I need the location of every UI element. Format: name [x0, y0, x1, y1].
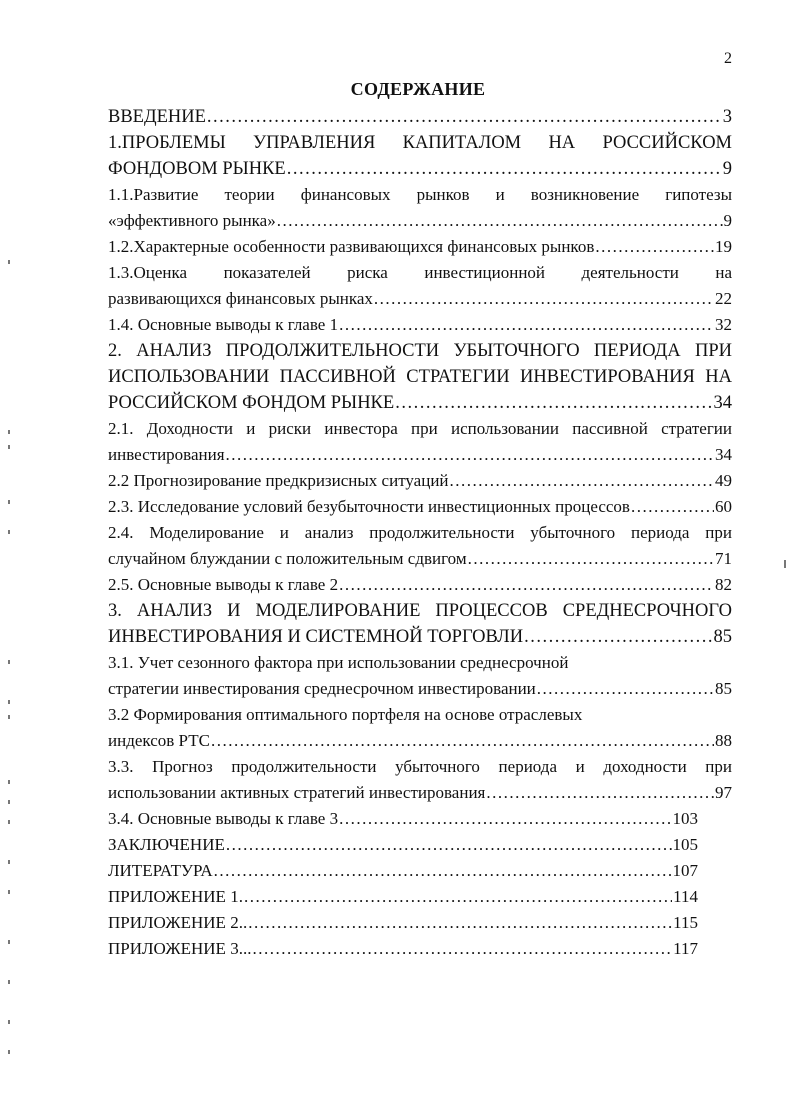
toc-entry-title-cont: ИНВЕСТИРОВАНИЯ И СИСТЕМНОЙ ТОРГОВЛИ: [108, 627, 524, 647]
toc-page-number: 97: [715, 783, 732, 802]
toc-page-number: 85: [715, 679, 732, 698]
toc-page-number: 3: [722, 107, 732, 127]
toc-page-number: 34: [715, 445, 732, 464]
toc-entry-title: 3.1. Учет сезонного фактора при использовании среднесрочной: [108, 653, 569, 672]
toc-entry-title: 2. АНАЛИЗ ПРОДОЛЖИТЕЛЬНОСТИ УБЫТОЧНОГО ПЕРИОДА ПРИ: [108, 341, 732, 361]
dot-leader: [395, 390, 712, 416]
page-title: СОДЕРЖАНИЕ: [350, 79, 486, 99]
toc-page-number: 117: [673, 939, 698, 958]
dot-leader: [631, 494, 714, 520]
toc-entry-title: 1.4. Основные выводы к главе 1: [108, 315, 339, 334]
toc-page-number: 107: [672, 861, 698, 880]
dot-leader: [252, 936, 672, 962]
toc-entry-2-1[interactable]: [108, 416, 732, 468]
page-number: 2: [724, 50, 732, 67]
toc-page-number: 22: [715, 289, 732, 308]
toc-page-number: 85: [713, 627, 732, 647]
toc-entry-title: ПРИЛОЖЕНИЕ 1.: [108, 887, 243, 906]
toc-entry-3-4[interactable]: [108, 806, 698, 832]
toc-page-number: 105: [672, 835, 698, 854]
toc-entry-title: 2.5. Основные выводы к главе 2: [108, 575, 339, 594]
toc-entry-title: ПРИЛОЖЕНИЕ 2..: [108, 913, 248, 932]
toc-page-number: 9: [722, 159, 732, 179]
toc-entry-title: 2.4. Моделирование и анализ продолжительности убыточного периода при: [108, 523, 732, 542]
dot-leader: [226, 442, 714, 468]
scan-artifacts: [4, 260, 18, 1060]
toc-entry-conclusion[interactable]: [108, 832, 698, 858]
toc-entry-3-1[interactable]: [108, 650, 732, 702]
toc-entry-title: 3.2 Формирования оптимального портфеля на основе отраслевых: [108, 705, 583, 724]
dot-leader: [207, 104, 722, 130]
toc-entry-title: 1.3.Оценка показателей риска инвестиционной деятельности на: [108, 263, 732, 282]
dot-leader: [595, 234, 714, 260]
toc-page-number: 115: [673, 913, 698, 932]
dot-leader: [287, 156, 722, 182]
table-of-contents: [108, 104, 732, 962]
toc-page-number: 114: [673, 887, 698, 906]
dot-leader: [537, 676, 714, 702]
toc-entry-2-4[interactable]: [108, 520, 732, 572]
toc-entry-title: 2.2 Прогнозирование предкризисных ситуаций: [108, 471, 449, 490]
toc-entry-appendix-2[interactable]: [108, 910, 698, 936]
toc-entry-title: 2.1. Доходности и риски инвестора при использовании пассивной стратегии: [108, 419, 732, 438]
toc-entry-title-cont: инвестирования: [108, 445, 225, 464]
scan-artifact-right: [784, 560, 786, 568]
dot-leader: [211, 728, 714, 754]
toc-entry-2-2[interactable]: [108, 468, 732, 494]
dot-leader: [450, 468, 714, 494]
toc-page-number: 34: [713, 393, 732, 413]
dot-leader: [244, 884, 672, 910]
dot-leader: [339, 312, 714, 338]
toc-entry-title-cont: ИСПОЛЬЗОВАНИИ ПАССИВНОЙ СТРАТЕГИИ ИНВЕСТИРОВАНИЯ НА: [108, 367, 732, 387]
toc-entry-title-cont: развивающихся финансовых рынках: [108, 289, 373, 308]
toc-entry-appendix-1[interactable]: [108, 884, 698, 910]
toc-page-number: 49: [715, 471, 732, 490]
toc-entry-title: 1.1.Развитие теории финансовых рынков и возникновение гипотезы: [108, 185, 732, 204]
toc-entry-title-cont: стратегии инвестирования среднесрочном инвестировании: [108, 679, 536, 698]
dot-leader: [339, 806, 671, 832]
toc-page-number: 19: [715, 237, 732, 256]
toc-entry-title: 3. АНАЛИЗ И МОДЕЛИРОВАНИЕ ПРОЦЕССОВ СРЕДНЕСРОЧНОГО: [108, 601, 732, 621]
toc-entry-chapter-1[interactable]: [108, 130, 732, 182]
toc-entry-1-1[interactable]: [108, 182, 732, 234]
toc-entry-title: 1.ПРОБЛЕМЫ УПРАВЛЕНИЯ КАПИТАЛОМ НА РОССИЙСКОМ: [108, 133, 732, 153]
toc-page-number: 71: [715, 549, 732, 568]
toc-entry-2-3[interactable]: [108, 494, 732, 520]
toc-entry-3-2[interactable]: [108, 702, 732, 754]
toc-entry-3-3[interactable]: [108, 754, 732, 806]
toc-entry-title: ЗАКЛЮЧЕНИЕ: [108, 835, 225, 854]
toc-entry-1-4[interactable]: [108, 312, 732, 338]
toc-entry-title-cont: использовании активных стратегий инвестирования: [108, 783, 486, 802]
toc-entry-intro[interactable]: [108, 104, 732, 130]
toc-entry-1-3[interactable]: [108, 260, 732, 312]
toc-entry-title-cont: случайном блуждании с положительным сдвигом: [108, 549, 467, 568]
toc-entry-title-cont: ФОНДОВОМ РЫНКЕ: [108, 159, 286, 179]
toc-page-number: 32: [715, 315, 732, 334]
toc-entry-literature[interactable]: [108, 858, 698, 884]
toc-entry-1-2[interactable]: [108, 234, 732, 260]
toc-entry-appendix-3[interactable]: [108, 936, 698, 962]
toc-entry-title-cont: индексов РТС: [108, 731, 210, 750]
toc-entry-title: ЛИТЕРАТУРА: [108, 861, 213, 880]
toc-entry-chapter-3[interactable]: [108, 598, 732, 650]
dot-leader: [214, 858, 672, 884]
toc-page-number: 82: [715, 575, 732, 594]
toc-page-number: 103: [672, 809, 698, 828]
toc-entry-title-cont: «эффективного рынка»: [108, 211, 276, 230]
toc-entry-title: ПРИЛОЖЕНИЕ 3...: [108, 939, 252, 958]
dot-leader: [339, 572, 714, 598]
toc-entry-2-5[interactable]: [108, 572, 732, 598]
dot-leader: [277, 208, 723, 234]
toc-page-number: 60: [715, 497, 732, 516]
toc-entry-title: 3.3. Прогноз продолжительности убыточного периода и доходности при: [108, 757, 732, 776]
toc-entry-title: 1.2.Характерные особенности развивающихся финансовых рынков: [108, 237, 595, 256]
dot-leader: [524, 624, 712, 650]
dot-leader: [468, 546, 714, 572]
dot-leader: [248, 910, 672, 936]
toc-page-number: 9: [723, 211, 732, 230]
toc-entry-chapter-2[interactable]: [108, 338, 732, 416]
dot-leader: [374, 286, 714, 312]
toc-entry-title: ВВЕДЕНИЕ: [108, 107, 206, 127]
dot-leader: [486, 780, 714, 806]
dot-leader: [226, 832, 672, 858]
toc-entry-title: 3.4. Основные выводы к главе 3: [108, 809, 339, 828]
toc-page-number: 88: [715, 731, 732, 750]
toc-entry-title-cont: РОССИЙСКОМ ФОНДОМ РЫНКЕ: [108, 393, 395, 413]
toc-entry-title: 2.3. Исследование условий безубыточности инвестиционных процессов: [108, 497, 630, 516]
